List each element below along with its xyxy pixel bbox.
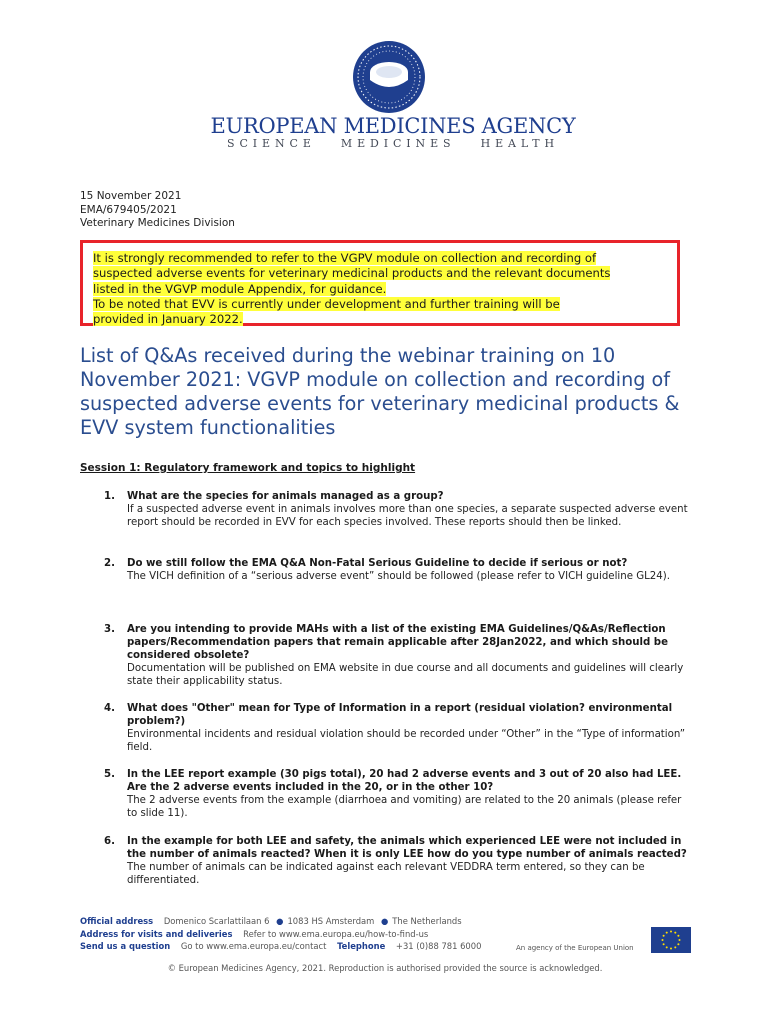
footer-visits-label: Address for visits and deliveries: [80, 928, 233, 939]
qa-item: [104, 623, 694, 688]
qa-answer: The VICH definition of a “serious adverse event” should be followed (please refer to VICH guideline GL24).: [127, 571, 670, 582]
document-title: List of Q&As received during the webinar training on 10 November 2021: VGVP module on collection and recording of suspected adverse events for veterinary medicinal products & EVV system functionalities: [80, 344, 680, 439]
notice-box: [80, 240, 680, 326]
agency-tagline: SCIENCE MEDICINES HEALTH: [227, 137, 559, 150]
qa-question: What does "Other" mean for Type of Information in a report (residual violation? environmental problem?): [127, 703, 673, 727]
qa-answer: The number of animals can be indicated against each relevant VEDDRA term entered, so they can be differentiated.: [127, 862, 645, 886]
qa-item: [104, 490, 694, 529]
notice-text: [93, 251, 669, 327]
footer-contact-link[interactable]: Go to www.ema.europa.eu/contact: [180, 941, 327, 951]
qa-item: [104, 702, 694, 754]
qa-item: [104, 835, 694, 887]
document-date: 15 November 2021: [80, 190, 182, 202]
qa-item: [104, 557, 694, 583]
notice-line: suspected adverse events for veterinary medicinal products and the relevant documents: [93, 266, 611, 281]
agency-logo: [0, 40, 770, 160]
bullet-icon: ●: [276, 916, 284, 926]
qa-number: 4.: [104, 703, 115, 714]
qa-question: Do we still follow the EMA Q&A Non-Fatal Serious Guideline to decide if serious or not?: [127, 558, 628, 569]
qa-number: 1.: [104, 491, 115, 502]
notice-line: provided in January 2022.: [93, 312, 243, 327]
footer-telephone: +31 (0)88 781 6000: [395, 941, 482, 951]
notice-line: It is strongly recommended to refer to the VGPV module on collection and recording of: [93, 251, 597, 265]
bullet-icon: ●: [380, 916, 389, 926]
notice-line: To be noted that EVV is currently under development and further training will be: [93, 296, 560, 311]
session-heading: Session 1: Regulatory framework and topics to highlight: [80, 462, 416, 474]
qa-answer: Documentation will be published on EMA website in due course and all documents and guidelines will clearly state their applicability status.: [127, 663, 684, 687]
qa-item: [104, 768, 694, 820]
document-reference: EMA/679405/2021: [80, 203, 177, 216]
qa-number: 2.: [104, 558, 115, 569]
qa-question: Are you intending to provide MAHs with a list of the existing EMA Guidelines/Q&As/Reflection papers/Recommendation papers that remain applicable after 28Jan2022, and which should be considered obsolete?: [127, 624, 669, 661]
notice-line: listed in the VGVP module Appendix, for guidance.: [93, 281, 387, 296]
qa-question: In the example for both LEE and safety, the animals which experienced LEE were not included in the number of animals reacted? When it is only LEE how do you type number of animals reacted?: [127, 836, 687, 860]
ema-emblem-icon: [352, 40, 426, 114]
footer-telephone-label: Telephone: [337, 941, 386, 951]
qa-answer: The 2 adverse events from the example (diarrhoea and vomiting) are related to the 20 animals (please refer to slide 11).: [127, 795, 682, 819]
footer-visits: [80, 928, 692, 941]
footer-city: 1083 HS Amsterdam: [287, 916, 375, 926]
copyright-notice: © European Medicines Agency, 2021. Reproduction is authorised provided the source is acknowledged.: [167, 963, 603, 973]
agency-of-eu: An agency of the European Union: [516, 944, 634, 952]
agency-name: EUROPEAN MEDICINES AGENCY: [210, 114, 576, 138]
qa-question: In the LEE report example (30 pigs total), 20 had 2 adverse events and 3 out of 20 also had LEE. Are the 2 adverse events included in the 20, or in the other 10?: [127, 769, 682, 793]
qa-number: 6.: [104, 836, 115, 847]
eu-flag-icon: [651, 927, 691, 953]
qa-answer: Environmental incidents and residual violation should be recorded under “Other” in the “Type of information” field.: [127, 729, 686, 753]
footer-visits-link[interactable]: Refer to www.ema.europa.eu/how-to-find-us: [243, 928, 429, 939]
footer-street: Domenico Scarlattilaan 6: [163, 916, 270, 926]
document-meta: [80, 190, 235, 231]
footer-official-address: [80, 915, 692, 928]
footer-country: The Netherlands: [392, 916, 462, 926]
qa-question: What are the species for animals managed as a group?: [127, 491, 444, 502]
qa-number: 5.: [104, 769, 115, 780]
qa-answer: If a suspected adverse event in animals involves more than one species, a separate suspected adverse event report should be recorded in EVV for each species involved. These reports should then be linked.: [127, 504, 688, 528]
document-division: Veterinary Medicines Division: [80, 217, 235, 229]
footer-question-label: Send us a question: [80, 941, 171, 951]
footer-official-label: Official address: [80, 916, 154, 926]
qa-number: 3.: [104, 624, 115, 635]
